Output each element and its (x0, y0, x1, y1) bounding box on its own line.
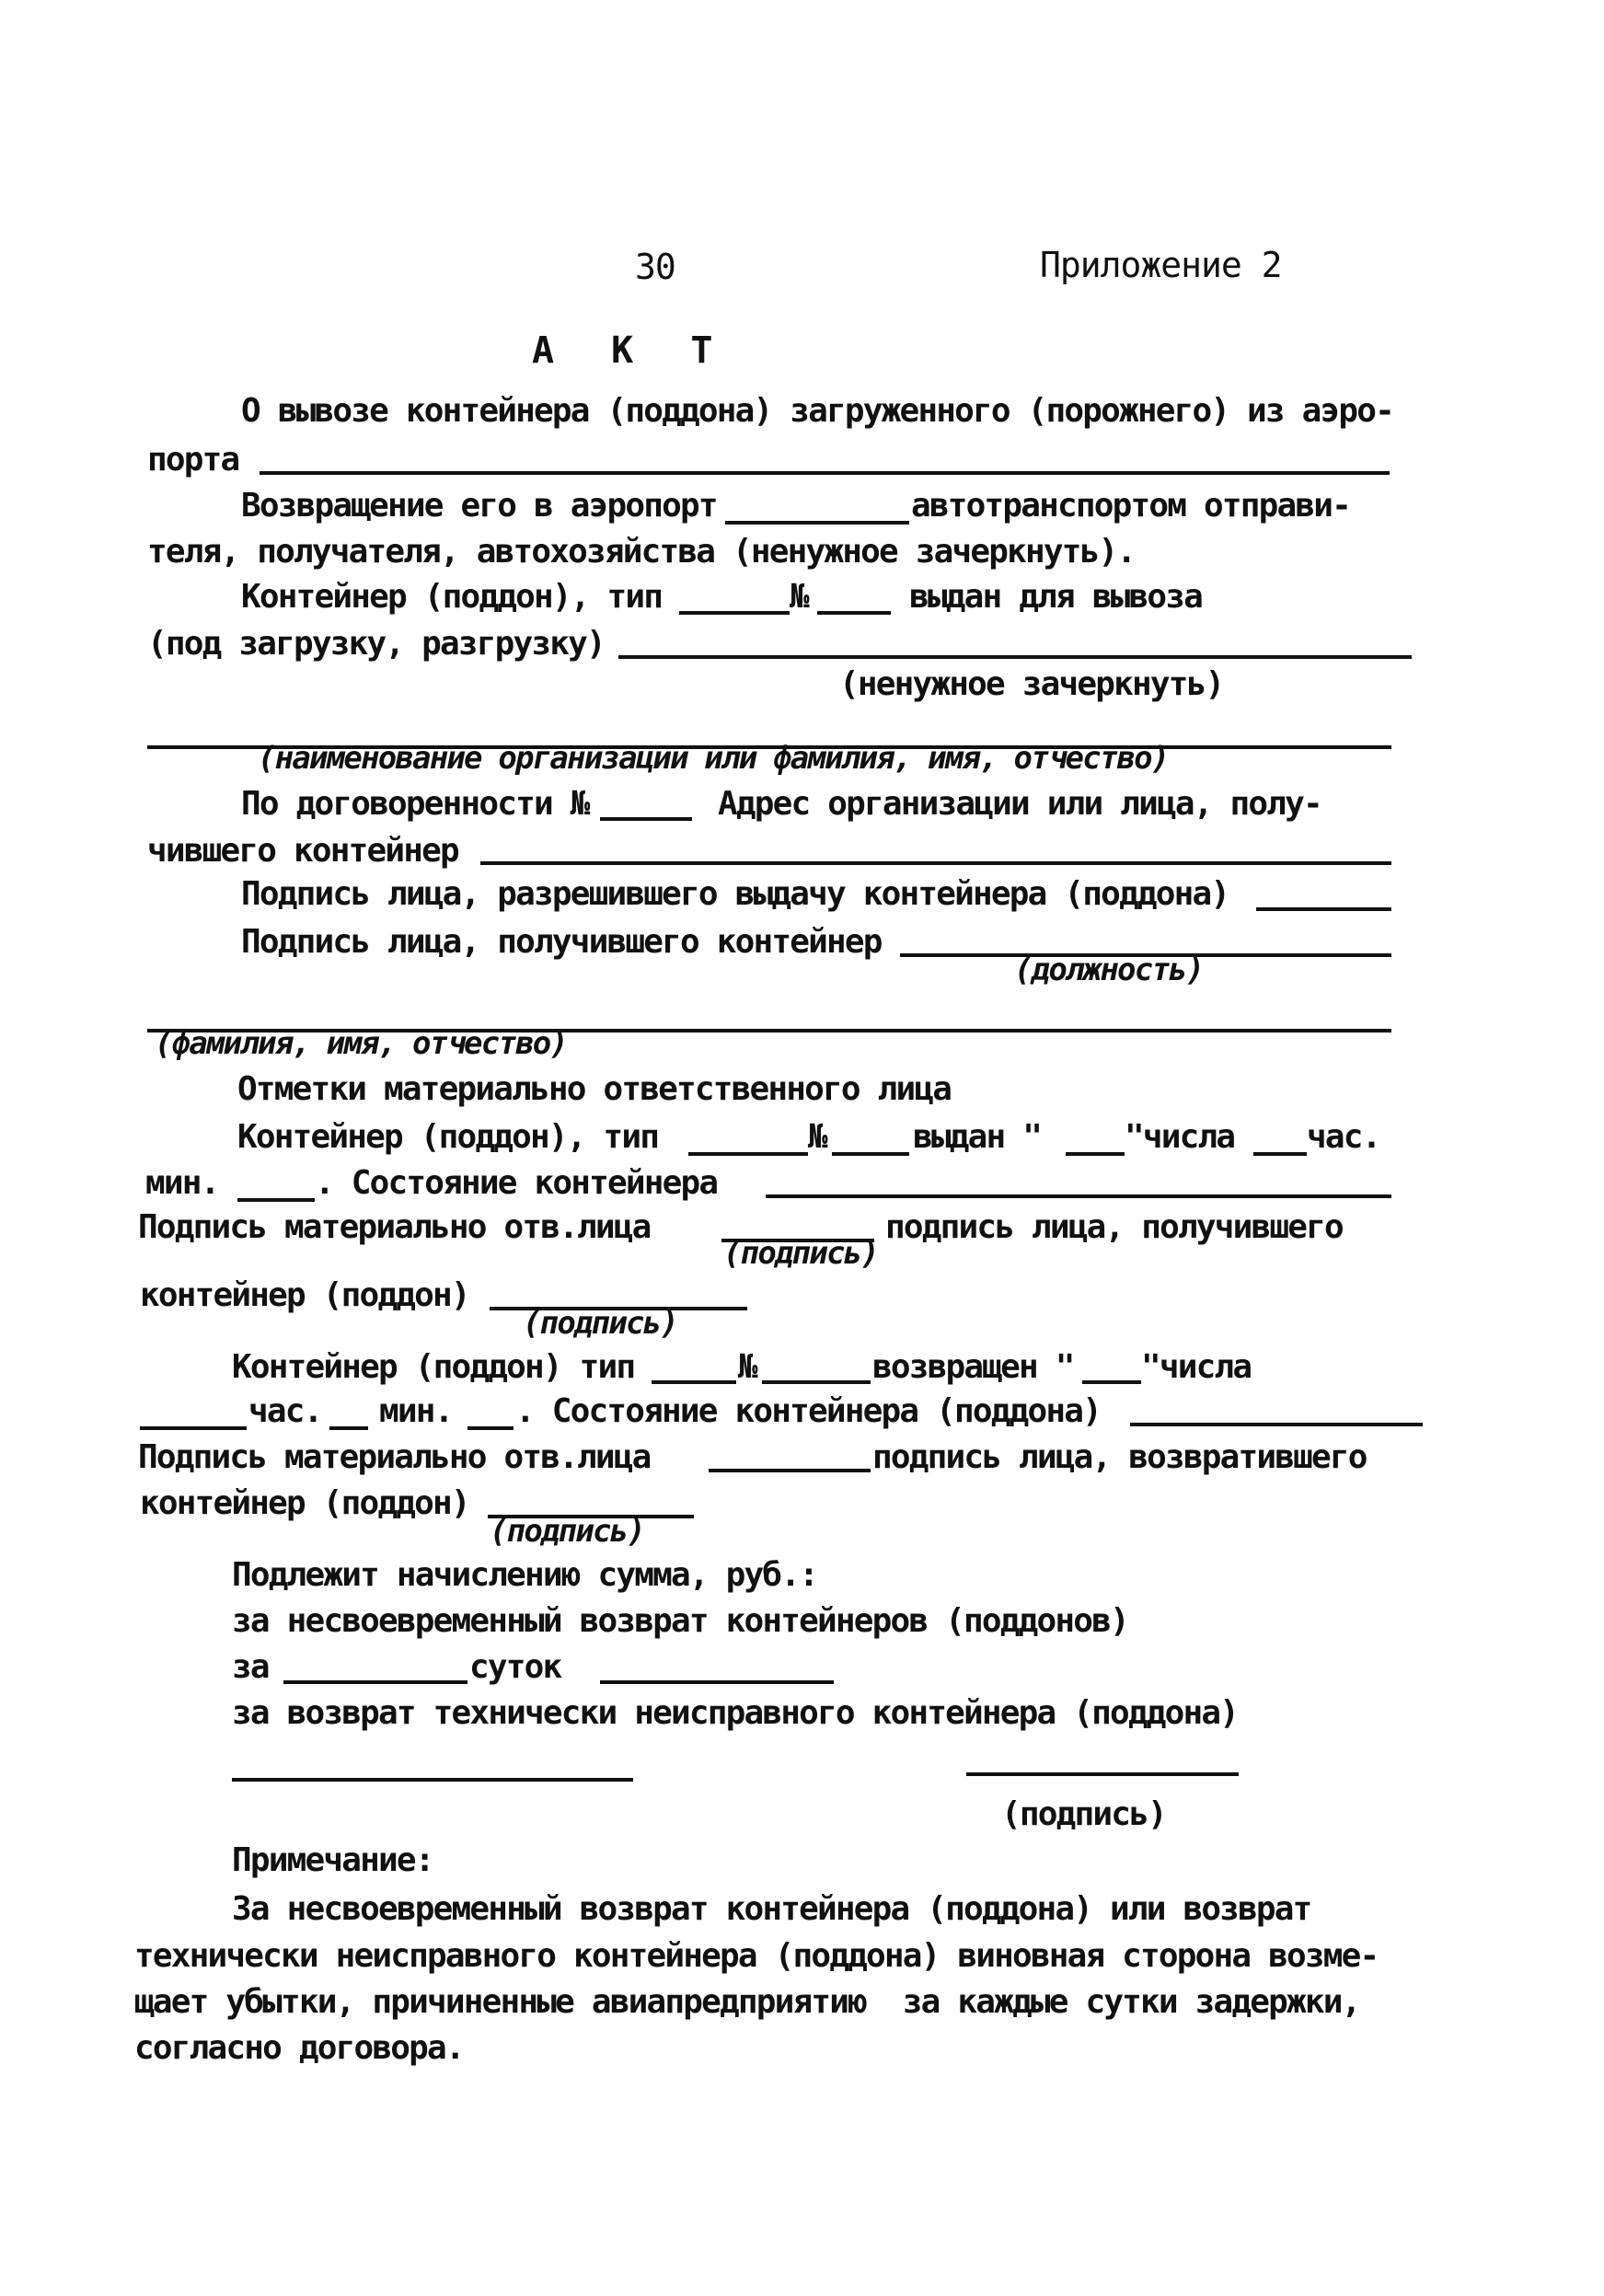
text-line: № (808, 1118, 826, 1156)
text-line: По договоренности № (241, 785, 589, 823)
text-line: подпись лица, возвратившего (872, 1438, 1367, 1476)
blank-line (467, 1426, 514, 1430)
text-line: (под загрузку, разгрузку) (147, 625, 605, 663)
text-line: подпись лица, получившего (885, 1208, 1343, 1246)
blank-line (232, 1778, 633, 1782)
text-line: Контейнер (поддон), тип (237, 1118, 659, 1156)
blank-line (283, 1680, 467, 1684)
text-line: . Состояние контейнера (315, 1164, 718, 1202)
text-line: за возврат технически неисправного контейнера (поддона) (232, 1694, 1239, 1732)
blank-line (688, 1152, 808, 1156)
blank-line (709, 1469, 871, 1472)
field-caption: (должность) (1014, 952, 1204, 988)
blank-line (618, 655, 1412, 659)
text-line: Подпись лица, разрешившего выдачу контейнера (поддона) (241, 875, 1229, 913)
text-line: Подпись материально отв.лица (138, 1438, 651, 1476)
text-line: Подпись материально отв.лица (138, 1208, 651, 1246)
text-line: № (790, 578, 808, 616)
appendix-label: Приложение 2 (1040, 245, 1282, 285)
blank-line (140, 1426, 247, 1430)
text-line: Отметки материально ответственного лица (237, 1070, 952, 1108)
text-line: контейнер (поддон) (140, 1276, 469, 1314)
text-line: мин. (379, 1392, 453, 1430)
text-line: час. (1307, 1118, 1380, 1156)
text-line: чившего контейнер (147, 832, 458, 870)
note-line: согласно договора. (134, 2029, 464, 2067)
text-line: Возвращение его в аэропорт (241, 487, 717, 525)
blank-line (766, 1194, 1391, 1198)
text-line: выдан " (913, 1118, 1042, 1156)
field-caption: (подпись) (523, 1305, 678, 1342)
blank-line (1130, 1423, 1423, 1426)
text-line: Адрес организации или лица, полу- (718, 785, 1321, 823)
text-line: выдан для вывоза (909, 578, 1202, 616)
text-line: О вывозе контейнера (поддона) загруженного (порожнего) из аэро- (241, 392, 1394, 430)
blank-line (600, 817, 692, 821)
blank-line (966, 1772, 1239, 1776)
blank-line (1256, 907, 1391, 911)
note-line: технически неисправного контейнера (поддона) виновная сторона возме- (134, 1937, 1379, 1975)
blank-line (1066, 1152, 1125, 1156)
field-caption: (подпись) (1001, 1795, 1166, 1833)
blank-line (679, 611, 790, 615)
field-caption: (фамилия, имя, отчество) (155, 1025, 568, 1062)
text-line: теля, получателя, автохозяйства (ненужное зачеркнуть). (147, 533, 1136, 571)
blank-line (725, 521, 909, 525)
note-line: За несвоевременный возврат контейнера (поддона) или возврат (232, 1890, 1311, 1928)
blank-line (1253, 1152, 1307, 1156)
blank-line (762, 1380, 871, 1384)
text-line: мин. (145, 1164, 219, 1202)
text-line: Контейнер (поддон) тип (232, 1348, 635, 1386)
blank-line (652, 1380, 736, 1384)
text-line: "числа (1125, 1118, 1235, 1156)
text-line: . Состояние контейнера (поддона) (515, 1392, 1101, 1430)
blank-line (260, 471, 1390, 475)
blank-line (600, 1680, 834, 1684)
blank-line (817, 611, 891, 615)
blank-line (329, 1426, 368, 1430)
text-line: контейнер (поддон) (140, 1484, 469, 1522)
text-line: за несвоевременный возврат контейнеров (поддонов) (232, 1602, 1128, 1640)
text-line: час. (248, 1392, 322, 1430)
blank-line (832, 1152, 909, 1156)
document-title: А К Т (532, 329, 717, 372)
text-line: Подлежит начислению сумма, руб.: (232, 1556, 817, 1594)
text-line: порта (147, 441, 239, 479)
field-caption: (ненужное зачеркнуть) (839, 665, 1224, 703)
text-line: № (738, 1348, 756, 1386)
field-caption: (наименование организации или фамилия, имя, отчество) (258, 740, 1169, 777)
blank-line (480, 861, 1391, 865)
text-line: Подпись лица, получившего контейнер (241, 923, 882, 961)
text-line: Контейнер (поддон), тип (241, 578, 663, 616)
blank-line (1082, 1380, 1141, 1384)
field-caption: (подпись) (490, 1513, 645, 1550)
note-line: щает убытки, причиненные авиапредприятию за каждые сутки задержки, (134, 1983, 1360, 2021)
text-line: автотранспортом отправи- (911, 487, 1350, 525)
text-line: "числа (1141, 1348, 1252, 1386)
field-caption: (подпись) (723, 1235, 879, 1272)
text-line: возвращен " (872, 1348, 1074, 1386)
text-line: за (232, 1648, 269, 1686)
blank-line (237, 1198, 315, 1202)
note-heading: Примечание: (232, 1841, 433, 1879)
text-line: суток (469, 1648, 561, 1686)
page-number: 30 (635, 247, 675, 287)
